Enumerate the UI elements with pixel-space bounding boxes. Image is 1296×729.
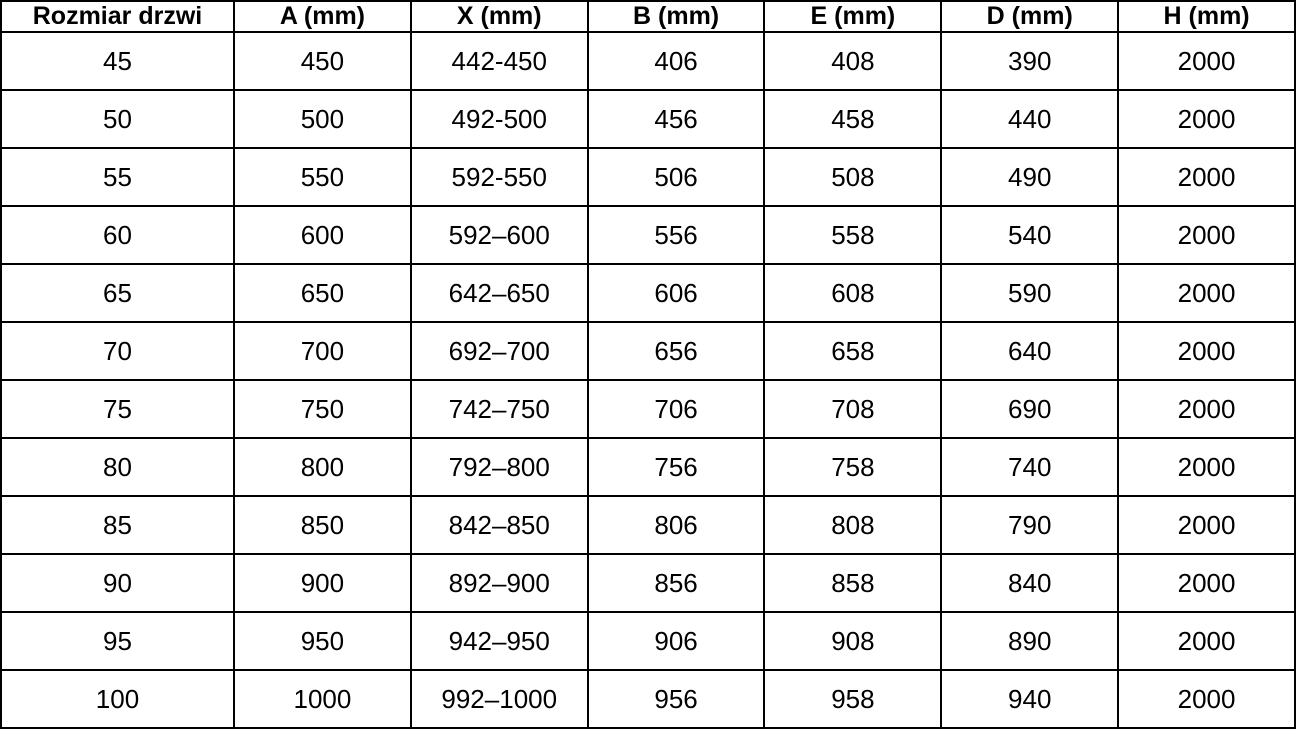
table-cell: 658: [764, 322, 941, 380]
table-cell: 2000: [1118, 90, 1295, 148]
table-cell: 2000: [1118, 264, 1295, 322]
table-cell: 80: [1, 438, 234, 496]
table-cell: 442-450: [411, 32, 588, 90]
table-cell: 2000: [1118, 206, 1295, 264]
table-cell: 60: [1, 206, 234, 264]
table-cell: 750: [234, 380, 411, 438]
table-cell: 490: [941, 148, 1118, 206]
table-cell: 606: [588, 264, 765, 322]
table-cell: 756: [588, 438, 765, 496]
table-cell: 550: [234, 148, 411, 206]
table-row: [1, 90, 1295, 148]
table-header: [1, 1, 1295, 32]
table-row: [1, 32, 1295, 90]
table-cell: 2000: [1118, 496, 1295, 554]
table-cell: 456: [588, 90, 765, 148]
header-cell: E (mm): [764, 1, 941, 32]
table-cell: 942–950: [411, 612, 588, 670]
table-cell: 806: [588, 496, 765, 554]
table-cell: 608: [764, 264, 941, 322]
header-cell: X (mm): [411, 1, 588, 32]
table-cell: 800: [234, 438, 411, 496]
table-cell: 858: [764, 554, 941, 612]
table-cell: 2000: [1118, 438, 1295, 496]
table-cell: 70: [1, 322, 234, 380]
table-cell: 892–900: [411, 554, 588, 612]
table-cell: 2000: [1118, 380, 1295, 438]
table-cell: 100: [1, 670, 234, 728]
table-cell: 440: [941, 90, 1118, 148]
table-cell: 640: [941, 322, 1118, 380]
table-cell: 508: [764, 148, 941, 206]
table-row: [1, 264, 1295, 322]
table-body: [1, 32, 1295, 728]
table-cell: 558: [764, 206, 941, 264]
table-cell: 492-500: [411, 90, 588, 148]
header-cell: D (mm): [941, 1, 1118, 32]
table-cell: 956: [588, 670, 765, 728]
table-cell: 758: [764, 438, 941, 496]
header-cell: A (mm): [234, 1, 411, 32]
table-cell: 406: [588, 32, 765, 90]
header-cell: B (mm): [588, 1, 765, 32]
table-cell: 556: [588, 206, 765, 264]
table-cell: 908: [764, 612, 941, 670]
table-cell: 708: [764, 380, 941, 438]
table-cell: 600: [234, 206, 411, 264]
table-cell: 700: [234, 322, 411, 380]
table-cell: 2000: [1118, 322, 1295, 380]
table-cell: 642–650: [411, 264, 588, 322]
table-cell: 95: [1, 612, 234, 670]
table-row: [1, 612, 1295, 670]
table-cell: 940: [941, 670, 1118, 728]
table-cell: 90: [1, 554, 234, 612]
header-cell: Rozmiar drzwi: [1, 1, 234, 32]
table-cell: 85: [1, 496, 234, 554]
table-cell: 890: [941, 612, 1118, 670]
table-cell: 692–700: [411, 322, 588, 380]
table-cell: 75: [1, 380, 234, 438]
table-row: [1, 206, 1295, 264]
table-cell: 992–1000: [411, 670, 588, 728]
table-cell: 390: [941, 32, 1118, 90]
table-cell: 590: [941, 264, 1118, 322]
table-cell: 506: [588, 148, 765, 206]
table-cell: 45: [1, 32, 234, 90]
table-cell: 900: [234, 554, 411, 612]
table-cell: 2000: [1118, 148, 1295, 206]
table-cell: 50: [1, 90, 234, 148]
table-cell: 500: [234, 90, 411, 148]
table-cell: 458: [764, 90, 941, 148]
table-row: [1, 670, 1295, 728]
table-cell: 906: [588, 612, 765, 670]
table-row: [1, 496, 1295, 554]
table-cell: 856: [588, 554, 765, 612]
table-cell: 742–750: [411, 380, 588, 438]
table-cell: 1000: [234, 670, 411, 728]
header-row: [1, 1, 1295, 32]
table-cell: 650: [234, 264, 411, 322]
table-cell: 842–850: [411, 496, 588, 554]
table-cell: 850: [234, 496, 411, 554]
table-cell: 740: [941, 438, 1118, 496]
table-cell: 2000: [1118, 612, 1295, 670]
table-cell: 2000: [1118, 32, 1295, 90]
table-cell: 958: [764, 670, 941, 728]
table-row: [1, 438, 1295, 496]
table-cell: 792–800: [411, 438, 588, 496]
table-cell: 592–600: [411, 206, 588, 264]
table-cell: 55: [1, 148, 234, 206]
table-row: [1, 554, 1295, 612]
table-cell: 790: [941, 496, 1118, 554]
table-cell: 2000: [1118, 554, 1295, 612]
table-cell: 592-550: [411, 148, 588, 206]
table-cell: 65: [1, 264, 234, 322]
table-cell: 656: [588, 322, 765, 380]
table-row: [1, 322, 1295, 380]
table-cell: 540: [941, 206, 1118, 264]
table-cell: 950: [234, 612, 411, 670]
table-cell: 690: [941, 380, 1118, 438]
table-cell: 706: [588, 380, 765, 438]
header-cell: H (mm): [1118, 1, 1295, 32]
table-cell: 408: [764, 32, 941, 90]
table-row: [1, 380, 1295, 438]
table-row: [1, 148, 1295, 206]
table-cell: 808: [764, 496, 941, 554]
table-cell: 450: [234, 32, 411, 90]
table-cell: 2000: [1118, 670, 1295, 728]
table-cell: 840: [941, 554, 1118, 612]
